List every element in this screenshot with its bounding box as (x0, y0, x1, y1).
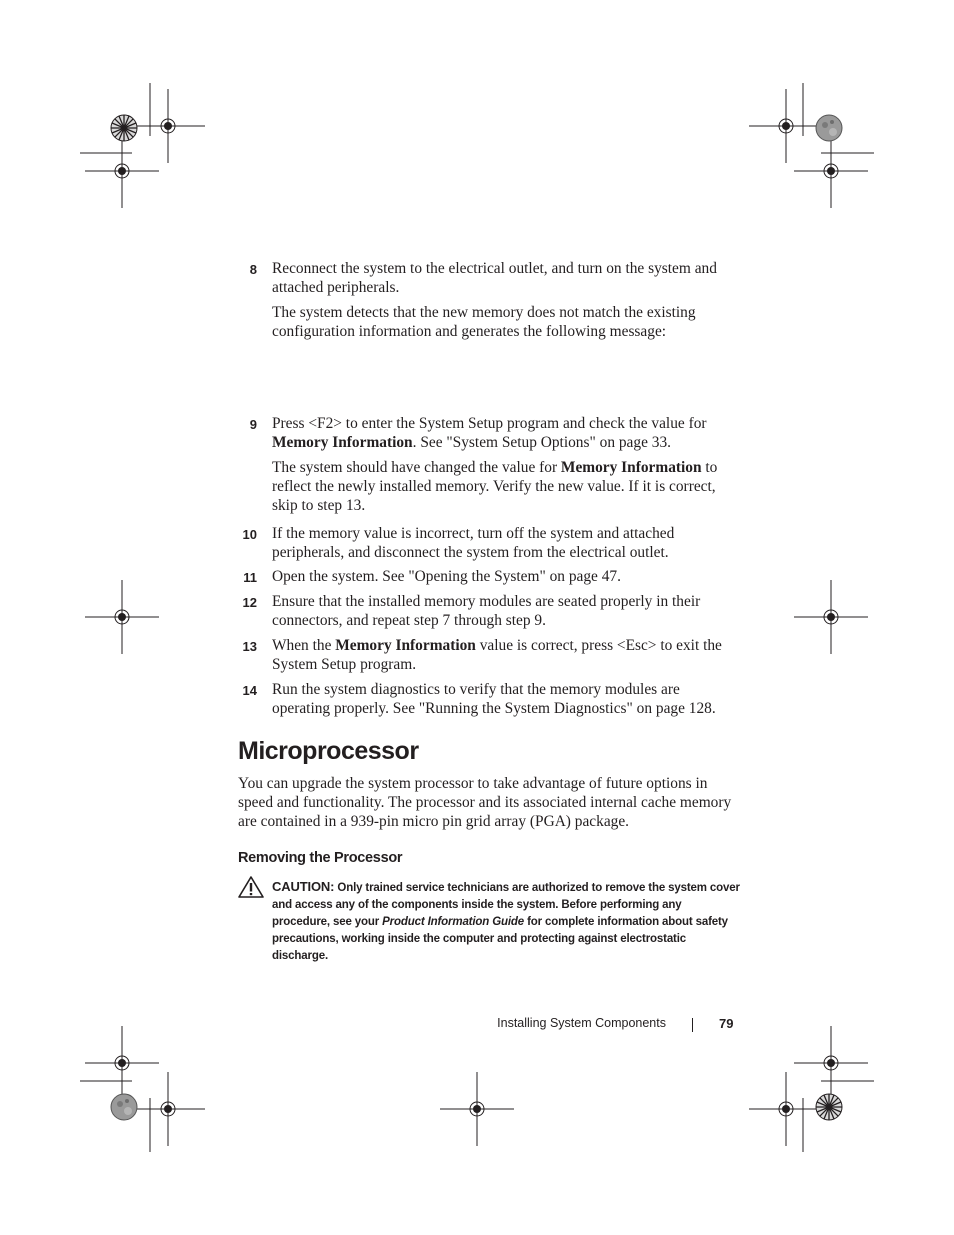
step-number: 11 (243, 570, 257, 585)
step-text: Open the system. See "Opening the System" on page 47. (272, 568, 621, 585)
step-number: 13 (242, 639, 257, 654)
footer-divider (692, 1018, 693, 1032)
step-number: 14 (242, 683, 257, 698)
step-text: When the Memory Information value is correct, press <Esc> to exit the System Setup program. (272, 637, 722, 673)
step-11 (238, 567, 738, 586)
caution-text: CAUTION: Only trained service technicians are authorized to remove the system cover and access any of the components inside the system. Before performing any procedure, see your Product Information Guide for complete information about safety precautions, working inside the computer and protecting against electrostatic discharge. (272, 879, 740, 962)
step-number: 8 (249, 262, 257, 277)
step-text: Reconnect the system to the electrical outlet, and turn on the system and attached peripherals. (272, 260, 717, 296)
step-text: If the memory value is incorrect, turn off the system and attached peripherals, and disconnect the system from the electrical outlet. (272, 525, 675, 561)
step-14 (238, 680, 738, 718)
step-9 (238, 414, 738, 515)
step-10 (238, 524, 738, 562)
step-note: The system detects that the new memory does not match the existing configuration information and generates the following message: (272, 304, 696, 340)
step-number: 10 (242, 527, 257, 542)
step-number: 9 (249, 417, 257, 432)
step-number: 12 (242, 595, 257, 610)
footer-chapter-title: Installing System Components (497, 1016, 666, 1030)
step-text: Press <F2> to enter the System Setup program and check the value for Memory Information. See "System Setup Options" on page 33. (272, 415, 707, 451)
subsection-title: Removing the Processor (238, 850, 403, 866)
step-text: Run the system diagnostics to verify that the memory modules are operating properly. See "Running the System Diagnostics" on page 128. (272, 681, 716, 717)
step-12 (238, 592, 738, 630)
section-title: Microprocessor (238, 737, 419, 765)
step-text: Ensure that the installed memory modules are seated properly in their connectors, and repeat step 7 through step 9. (272, 593, 701, 629)
section-intro: You can upgrade the system processor to take advantage of future options in speed and functionality. The processor and its associated internal cache memory are contained in a 939-pin micro pin grid array (PGA) package. (238, 775, 732, 830)
page-number: 79 (719, 1016, 734, 1031)
step-note: The system should have changed the value for Memory Information to reflect the newly installed memory. Verify the new value. If it is correct, skip to step 13. (272, 459, 718, 514)
step-13 (238, 636, 738, 674)
step-8 (238, 259, 738, 341)
caution-icon (237, 875, 265, 899)
